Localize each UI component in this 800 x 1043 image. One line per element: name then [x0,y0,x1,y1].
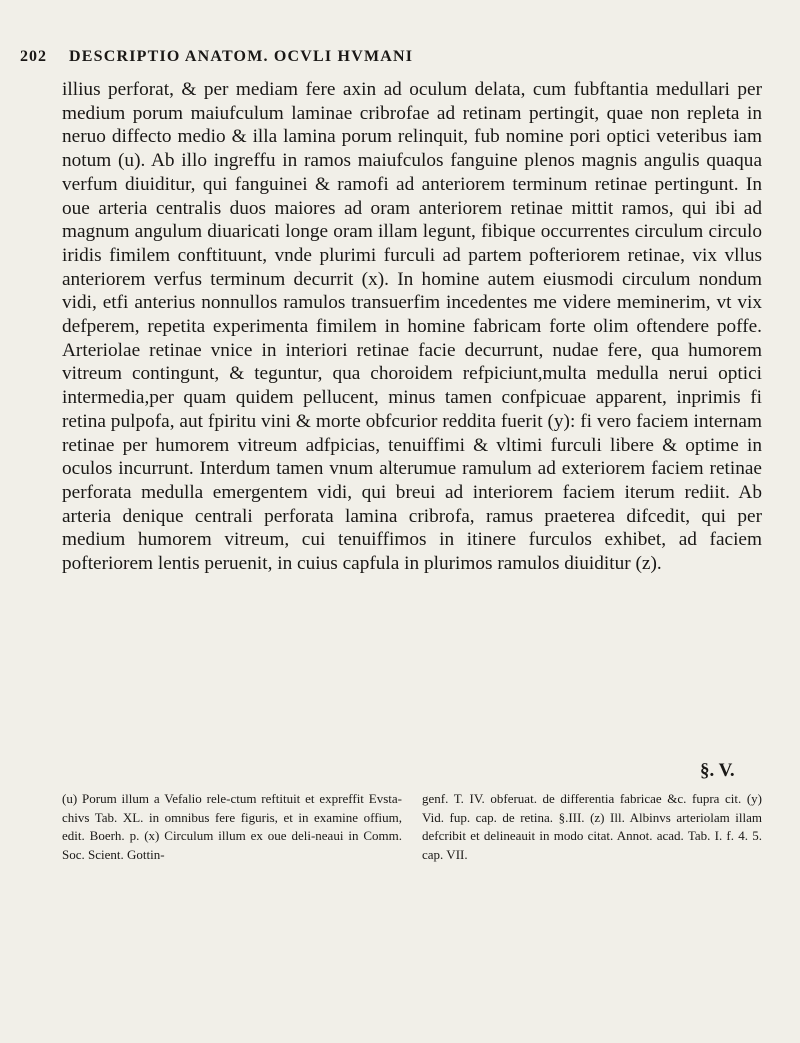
page-number: 202 [20,48,47,65]
body-paragraph: illius perforat, & per mediam fere axin ad oculum delata, cum fubftantia medullari per medium porum maiufculum laminae cribrofae ad retinam pertingit, quae non repleta in neruo diffecto medio & illa lamina porum relinquit, fub nomine pori optici veteribus iam notum (u). Ab illo ingreffu in ramos maiufculos fanguine plenos magnis angulis quaqua verfum diuiditur, qui fanguinei & ramofi ad anteriorem terminum retinae pertingunt. In oue arteria centralis duos maiores ad oram anteriorem retinae mittit ramos, qui ibi ad magnum angulum diuaricati longe oram illam legunt, fibique occurrentes circulum circulo iridis fimilem conftituunt, vnde plurimi furculi ad partem pofteriorem retinae, vix vllus anteriorem verfus terminum decurrit (x). In homine autem eiusmodi circulum nondum vidi, etfi anterius nonnullos ramulos transuerfim incedentes me videre meminerim, vt vix defperem, repetita experimenta fimilem in homine fabricam forte olim oftendere poffe. Arteriolae retinae vnice in interiori retinae facie decurrunt, nudae fere, qua humorem vitreum contingunt, & teguntur, qua choroidem refpiciunt,multa medulla nerui optici intermedia,per quam quidem pellucent, minus tamen confpicuae apparent, inprimis fi retina pulpofa, aut fpiritu vini & morte obfcurior reddita fuerit (y): fi vero faciem internam retinae per humorem vitreum adfpicias, tenuiffimi & vltimi furculi libere & optime in oculos incurrunt. Interdum tamen vnum alterumue ramulum ad exteriorem faciem retinae perforata medulla emergentem vidi, qui breui ad interiorem faciem iterum rediit. Ab arteria denique centrali perforata lamina cribrofa, ramus praeterea difcedit, qui per medium humorem vitreum, cui tenuiffimos in itinere furculos exhibet, ad faciem pofteriorem lentis peruenit, in cuius capfula in plurimos ramulos diuiditur (z). [62,79,762,575]
footnote-right-text: genf. T. IV. obferuat. de differentia fabricae &c. fupra cit. (y) Vid. fup. cap. de retina. §.III. (z) Ill. Albinvs arteriolam illam defcribit et delineauit in modo citat. Annot. acad. Tab. I. f. 4. 5. cap. VII. [422,791,762,862]
section-mark: §. V. [700,760,735,781]
page-header [20,48,780,66]
footnotes [62,790,762,864]
footnote-left-text: (u) Porum illum a Vefalio rele-ctum reftituit et expreffit Evsta-chivs Tab. XL. in omnibus fere figuris, et in examine offium, edit. Boerh. p. (x) Circulum illum ex oue deli-neaui in Comm. Soc. Scient. Gottin- [62,791,402,862]
body-text [62,78,762,576]
footnote-column-right [422,790,762,864]
footnote-column-left [62,790,402,864]
running-title: DESCRIPTIO ANATOM. OCVLI HVMANI [69,48,414,65]
